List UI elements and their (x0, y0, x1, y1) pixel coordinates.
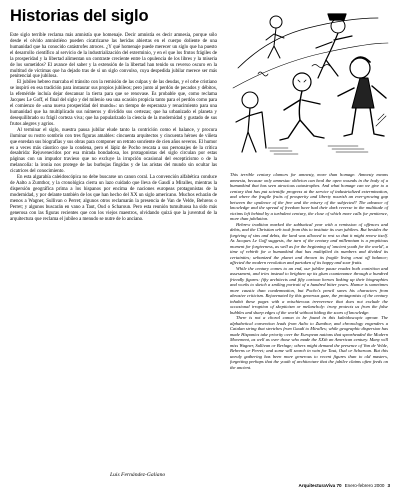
translation-paragraph-4: There is not a choral canon to be found in this kaleidoscopic uproar. The alphabetical convention leads from Aalto to Zumthor, and chronology engenders a Catalan string that stretches from Gaudí to Miralles; while geographic dispersion has made Hispanics take priority over the European nations that spearheaded the Modern Movement, as well as over those who made the XXth an American century. Many will miss Wagner, Sullivan or Berlage; others might demand the presence of Van de Velde, Behrens or Perret; and some will search in vain for Taut, Oud or Scharoun. But this unruly gathering has been more generous to recent figures than to old masters, forgetting perhaps that the youth of architecture that the jubilee claims often feeds on the ancient. (230, 315, 388, 370)
article-paragraph-1: Este siglo terrible reclama más amnistía que homenaje. Decir amnistía es decir amnesia, porque sólo desde el olvido amnistiéno pueden cicatrizarse las heridas abiertas en el cuerpo doliente de una humanidad que ha conocido catástrofes atroces. ¿Y qué homenaje puede merecer un siglo que ha puesto el desarrollo científico al servicio de la industrialización del exterminio, y en el que los frutos frágiles de la prosperidad y la libertad alimentan un contraste creciente entre la opulencia de los libres y la miseria de los sometidos? El avance del saber y la extensión de la libertad han tenido su reverso oscuro en la multitud de víctimas que ha dejado tras de sí un siglo convulso, cuya despedida jubilar merece ser más penitencial que jubilosa. (10, 33, 217, 80)
article-paragraph-2: El jubileo hebreo marcaba el tránsito con la remisión de las culpas y de las deudas, y el orbe cristiano se inspiró en esa tradición para instaurar sus propios jubileos; pero junto al perdón de pecados y débitos, la efeméride incluía dejar descansar la tierra para que se renovase. Es probable que, como reclama Jacques Le Goff, el final del siglo y del milenio sea una ocasión propicia tanto para el perdón como para el comienzo de «una nueva prosperidad del mundo»: un tiempo de esperanza y renacimiento para una humanidad que ha multiplicado sus números y dividido sus certezas; que ha urbanizado el planeta y desequilibrado su frágil corteza viva; que ha popularizado la ciencia de la modernidad y gustado de sus frutos alegres y agrios. (10, 80, 217, 127)
translation-paragraph-3: While the century comes to an end, our jubilee pause evades both contrition and assessment, and tries instead to brighten up its glum countenance through a hundred friendly figures: fifty architects and fifty cartoon heroes linking up their biographies and works to sketch a smiling portrait of a hundred bitter years. Humor is sometimes more caustic than condemnation, but Pocho's pencil saves his characters from abrasive criticism. Rejuvenated by this generous gaze, the protagonists of the century inhabit these pages with a mischievous irreverence that does not exclude the occasional irruption of skepticism or melancholy: irony protects us from the false bubbles and sharp edges of the world without hiding the scars of knowledge. (230, 265, 388, 315)
article-paragraph-3: Al terminar el siglo, nuestra pausa jubilar elude tanto la contrición como el balance, y procura iluminar su rostro sombrío con tres figuras amables: cincuenta arquitectos y cincuenta héroes de viñeta que enredan sus biografías y sus obras para componer un retrato sonriente de cien años severos. El humor es a veces más cáustico que la condena, pero el lápiz de Pocho rescata a sus personajes de la crítica desabrida: Rejuvenecidos por esa mirada bondadosa, los protagonistas del siglo circulan por estas páginas con un impudor travieso que no excluye la irrupción ocasional del escepticismo o de la melancolía: la ironía nos protege de las burbujas fingidas y de las aristas del mundo sin ocultar las cicatrices del conocimiento. (10, 127, 217, 175)
article-body (10, 33, 217, 223)
translation-paragraph-2: Hebrew tradition marked the sabbatical year with a remission of offences and debts, and the Christian orb took from this to institute its own jubilees. But besides the forgiving of sins and debts, the land was allowed to rest so that it might renew itself. As Jacques Le Goff suggests, the turn of the century and millennium is a propitious moment for forgiveness, as well as for the beginning of 'ancient youth for the world', a time of rebirth for a humankind that has multiplied its numbers and divided its certainties; urbanized the planet and thrown its fragile living crust off balance; affected the modern revolution and partaken of its happy and sour fruits. (230, 221, 388, 265)
cartoon-illustration (228, 8, 391, 161)
article-paragraph-4: En esta algarabía caleidoscópica no debe buscarse un canon coral. La convención alfabética conduce de Aalto a Zumthor, y la cronológica cierra un lazo cuidado que lleva de Gaudí a Miralles, mientras la dispersión geográfica prima a los hispanos por encima de naciones europeas protagonistas de la modernidad, y por delante también de los que han hecho del XX un siglo americano. Muchos echarán de menos a Wagner, Sullivan o Perret; algunos otros reclamarán la presencia de Van de Velde, Behrens o Perret; y algunos buscarán en vano a Taut, Oud o Scharoun. Pero esta reunión tumultuosa ha sido más generosa con las figuras recientes que con los viejos maestros, olvidando quizá que la juventud de la arquitectura que reclama el jubileo a menudo se nutre de lo anciano. (10, 175, 217, 222)
english-translation (230, 172, 388, 370)
issue-date: Enero-febrero 2000 (344, 483, 385, 488)
page-footer (299, 483, 390, 488)
translation-paragraph-1: This terrible century clamors for amnesty, more than homage. Amnesty means amnesia, because only amnesiac oblivion can heal the open wounds in the body of a humankind that has seen atrocious catastrophes. And what homage can we give to a century that has put scientific progress at the service of industrialized extermination, and where the fragile fruits of prosperity and liberty nourish an ever-growing gap between the opulence of the free and the misery of the subjected? The advance of knowledge and the spread of freedom have had their dark reverse in the multitude of victims left behind by a turbulent century, the close of which more calls for penitence, more than jubilation. (230, 172, 388, 221)
author-signature: Luis Fernández-Galiano (110, 472, 166, 478)
magazine-name: ArquitecturaViva 70 (298, 483, 342, 488)
article-title: Historias del siglo (10, 7, 149, 25)
page-number: 3 (387, 483, 390, 488)
